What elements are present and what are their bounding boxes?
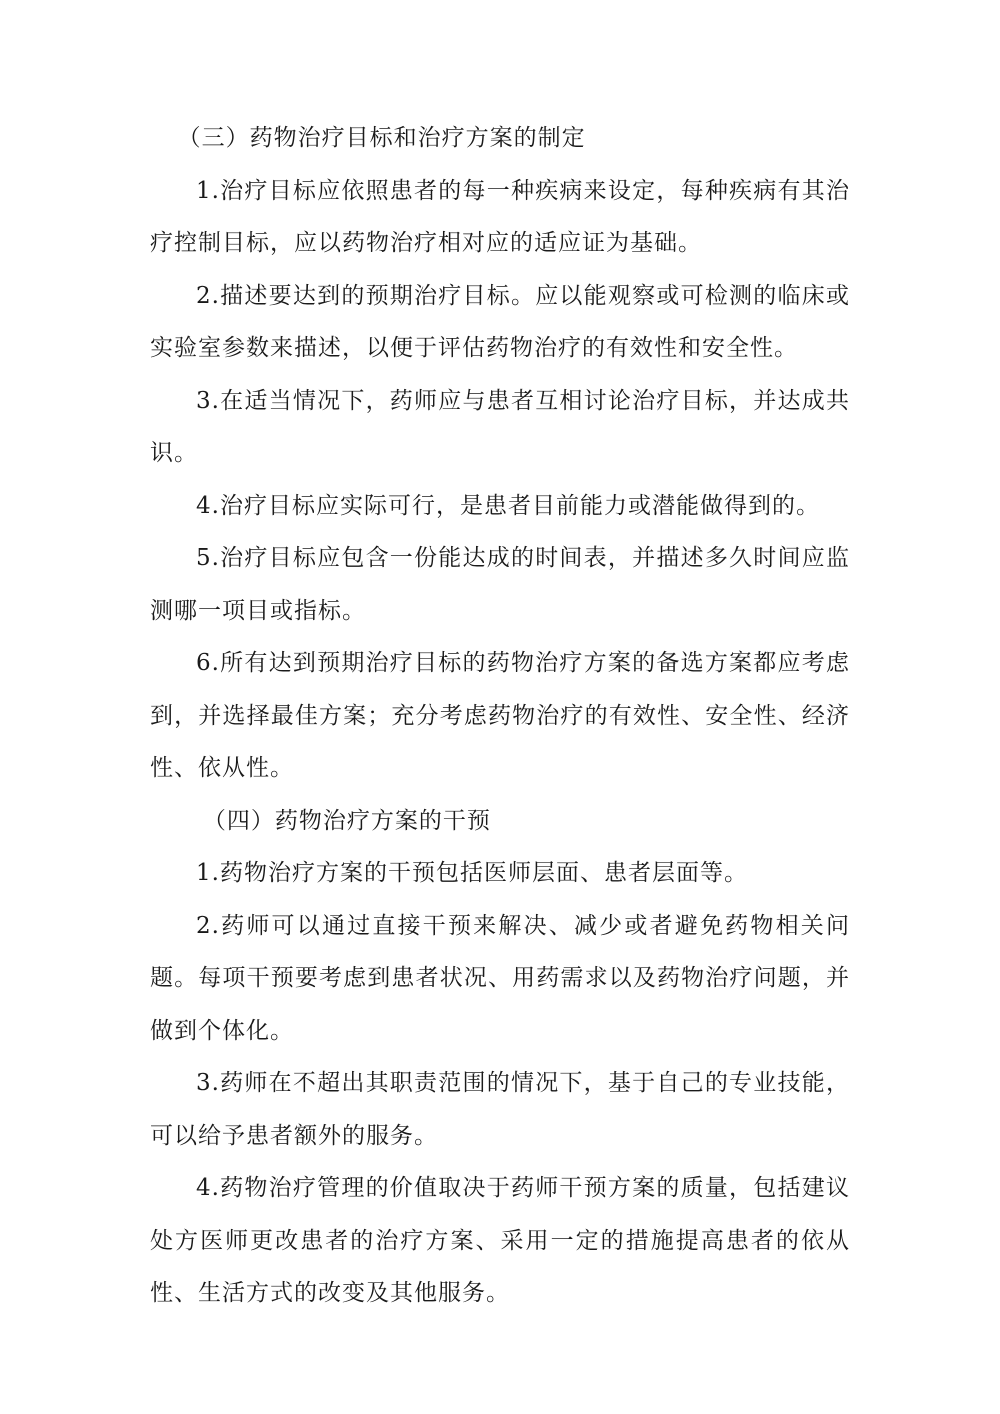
section-3-item-6: 6.所有达到预期治疗目标的药物治疗方案的备选方案都应考虑到，并选择最佳方案；充分考虑药物治疗的有效性、安全性、经济性、依从性。 [150, 650, 850, 781]
section-4-item-3: 3.药师在不超出其职责范围的情况下，基于自己的专业技能，可以给予患者额外的服务。 [150, 1070, 850, 1149]
section-4-item-2: 2.药师可以通过直接干预来解决、减少或者避免药物相关问题。每项干预要考虑到患者状况、用药需求以及药物治疗问题，并做到个体化。 [150, 912, 850, 1044]
section-3-item-5: 5.治疗目标应包含一份能达成的时间表，并描述多久时间应监测哪一项目或指标。 [150, 545, 850, 624]
section-3-item-2: 2.描述要达到的预期治疗目标。应以能观察或可检测的临床或实验室参数来描述，以便于评估药物治疗的有效性和安全性。 [150, 282, 850, 361]
section-3-item-4: 4.治疗目标应实际可行，是患者目前能力或潜能做得到的。 [196, 492, 820, 519]
section-4-heading: （四）药物治疗方案的干预 [202, 807, 491, 834]
section-3-item-3: 3.在适当情况下，药师应与患者互相讨论治疗目标，并达成共识。 [150, 387, 850, 466]
section-3-heading: （三）药物治疗目标和治疗方案的制定 [177, 125, 586, 151]
document-body [150, 112, 850, 1320]
section-4-item-4: 4.药物治疗管理的价值取决于药师干预方案的质量，包括建议处方医师更改患者的治疗方案、采用一定的措施提高患者的依从性、生活方式的改变及其他服务。 [150, 1175, 850, 1306]
section-4-item-1: 1.药物治疗方案的干预包括医师层面、患者层面等。 [196, 860, 748, 886]
section-3-item-1: 1.治疗目标应依照患者的每一种疾病来设定，每种疾病有其治疗控制目标，应以药物治疗相对应的适应证为基础。 [150, 177, 850, 256]
